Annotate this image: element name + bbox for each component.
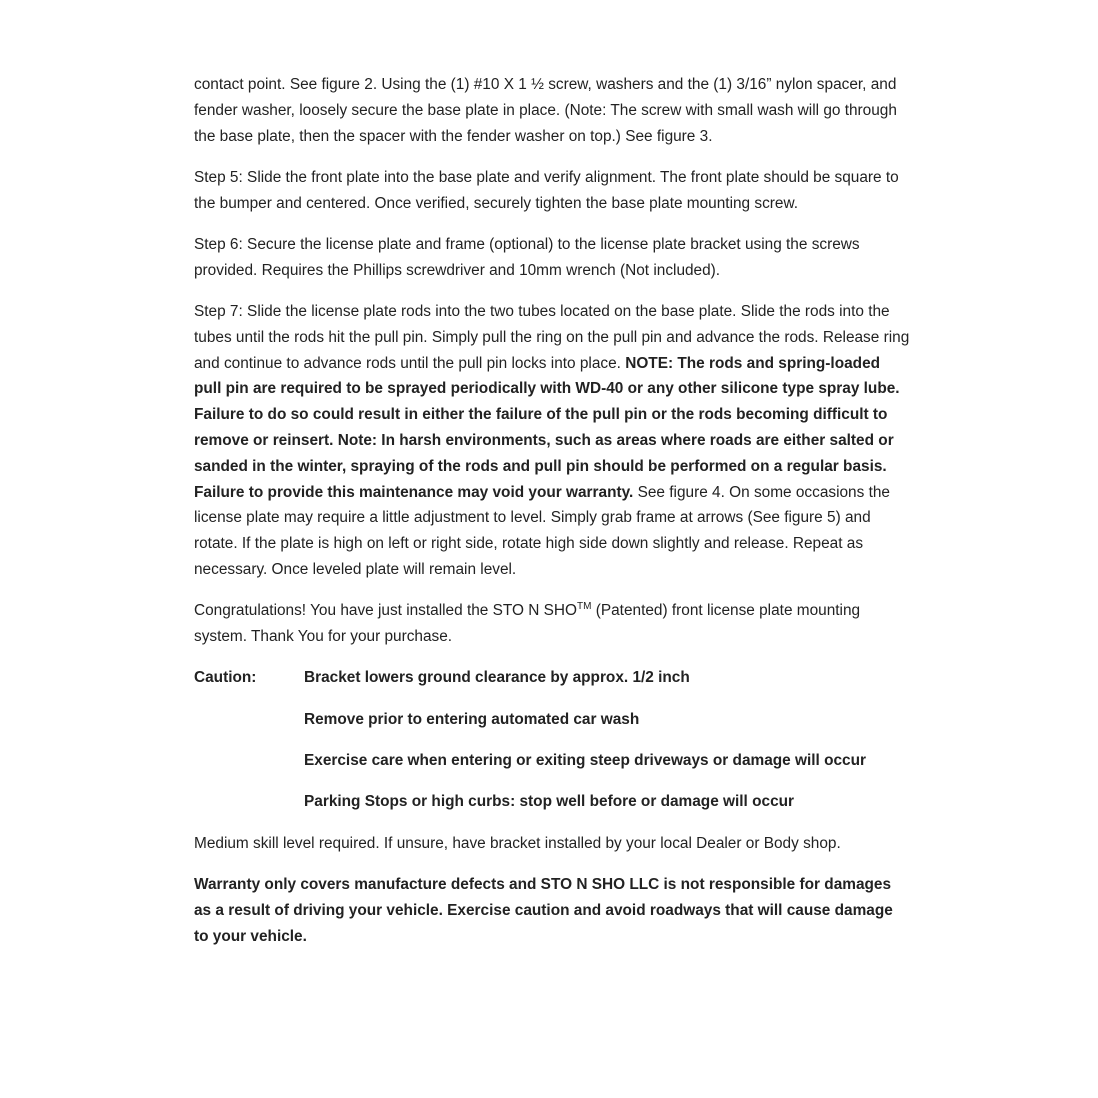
caution-item: Exercise care when entering or exiting steep driveways or damage will occur <box>304 752 866 770</box>
congrats-text-end: (Patented) front license plate mounting system. Thank You for your purchase. <box>194 602 861 646</box>
paragraph-congratulations <box>194 598 910 650</box>
caution-item: Parking Stops or high curbs: stop well before or damage will occur <box>304 793 795 811</box>
paragraph-step7 <box>194 299 910 583</box>
caution-row-4 <box>194 789 910 815</box>
trademark-mark: TM <box>577 601 592 613</box>
caution-label-spacer <box>194 707 304 733</box>
caution-label-spacer <box>194 789 304 815</box>
document-page <box>194 72 910 965</box>
caution-item: Remove prior to entering automated car wash <box>304 710 640 728</box>
paragraph-warranty: Warranty only covers manufacture defects and STO N SHO LLC is not responsible for damages as a result of driving your vehicle. Exercise caution and avoid roadways that will cause damage to your vehicle. <box>194 875 893 945</box>
caution-row-2 <box>194 707 910 733</box>
paragraph-step6: Step 6: Secure the license plate and frame (optional) to the license plate bracket using the screws provided. Requires the Phillips screwdriver and 10mm wrench (Not included). <box>194 235 860 279</box>
paragraph-step5: Step 5: Slide the front plate into the base plate and verify alignment. The front plate should be square to the bumper and centered. Once verified, securely tighten the base plate mounting screw. <box>194 168 899 212</box>
congrats-text-start: Congratulations! You have just installed the STO N SHO <box>194 602 577 620</box>
caution-label: Caution: <box>194 669 257 687</box>
step7-maintenance-note: NOTE: The rods and spring-loaded pull pin are required to be sprayed periodically with WD-40 or any other silicone type spray lube. Failure to do so could result in either the failure of the pull pin or the rods becoming difficult to remove or reinsert. Note: In harsh environments, such as areas where roads are either salted or sanded in the winter, spraying of the rods and pull pin should be performed on a regular basis. Failure to provide this maintenance may void your warranty. <box>194 354 900 501</box>
caution-row-1 <box>194 665 910 691</box>
paragraph-skill-level: Medium skill level required. If unsure, have bracket installed by your local Dealer or Body shop. <box>194 834 841 852</box>
caution-label-spacer <box>194 748 304 774</box>
paragraph-step4-continued: contact point. See figure 2. Using the (1) #10 X 1 ½ screw, washers and the (1) 3/16” nylon spacer, and fender washer, loosely secure the base plate in place. (Note: The screw with small wash will go through the base plate, then the spacer with the fender washer on top.) See figure 3. <box>194 76 897 145</box>
step7-adjustment-text: See figure 4. On some occasions the license plate may require a little adjustment to level. Simply grab frame at arrows (See figure 5) and rotate. If the plate is high on left or right side, rotate high side down slightly and release. Repeat as necessary. Once leveled plate will remain level. <box>194 483 890 579</box>
step7-intro-text: Step 7: Slide the license plate rods into the two tubes located on the base plate. Slide the rods into the tubes until the rods hit the pull pin. Simply pull the ring on the pull pin and advance the rods. Release ring and continue to advance rods until the pull pin locks into place. <box>194 303 910 372</box>
caution-row-3 <box>194 748 910 774</box>
caution-item: Bracket lowers ground clearance by approx. 1/2 inch <box>304 669 690 687</box>
